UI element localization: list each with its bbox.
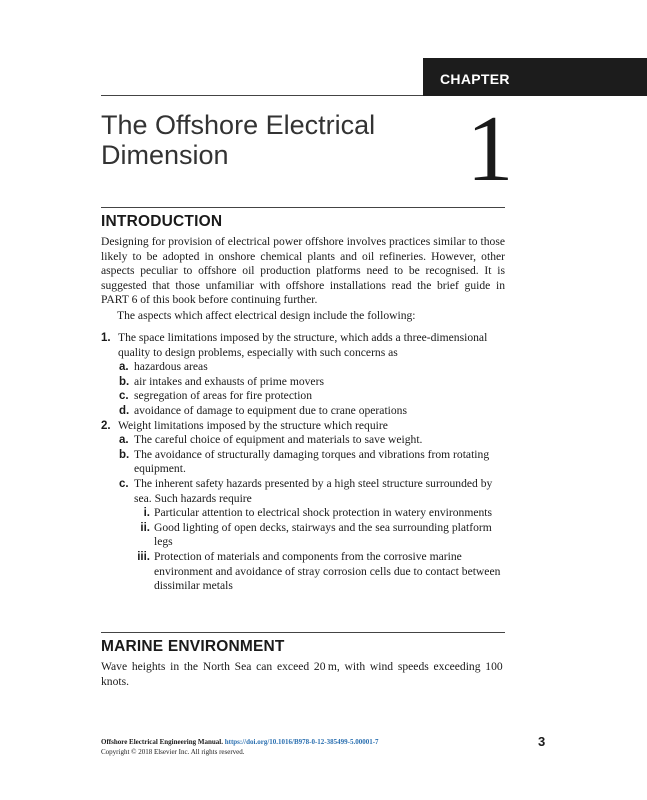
list-marker: 2. [101,419,111,432]
list-item-text: Weight limitations imposed by the structure which require [118,418,388,432]
chapter-label: CHAPTER [440,71,510,87]
list-item-text: Protection of materials and components from the corrosive marine environment and avoidance of stray corrosion cells due to contact between dissimilar metals [154,549,501,593]
chapter-number: 1 [466,97,514,201]
footer-source: Offshore Electrical Engineering Manual. [101,738,223,746]
list-marker: c. [119,390,129,403]
list-item-text: The careful choice of equipment and materials to save weight. [134,433,423,447]
list-item-text: segregation of areas for fire protection [134,389,313,403]
list-marker: d. [119,404,130,417]
chapter-title-line1: The Offshore Electrical [101,110,376,140]
section-heading-introduction: INTRODUCTION [101,213,223,230]
list-item-text: Particular attention to electrical shock protection in watery environments [154,506,493,520]
aspects-list [101,331,505,594]
list-item [101,331,505,360]
list-marker: c. [119,477,129,490]
list-marker: ii. [140,521,150,534]
list-item [101,521,505,550]
list-item-text: Good lighting of open decks, stairways and the sea surrounding platform legs [154,520,492,549]
list-item-text: The space limitations imposed by the structure, which adds a three-dimensional quality to design problems, especially with such concerns as [118,331,488,359]
list-marker: a. [119,361,129,374]
marine-paragraph: Wave heights in the North Sea can exceed 20 m, with wind speeds exceeding 100 knots. [101,660,505,688]
section-divider-introduction [101,207,505,208]
list-item-text: hazardous areas [134,360,208,374]
section-divider-marine [101,632,505,633]
chapter-title [101,110,431,170]
page-number: 3 [538,734,546,749]
list-item [101,448,505,477]
list-item [101,419,505,434]
intro-paragraph: Designing for provision of electrical power offshore involves practices similar to those likely to be adopted in onshore chemical plants and oil refineries. However, other aspects peculiar to offshore oil production platforms need to be recognised. It is suggested that those unfamiliar with offshore installations read the brief guide in PART 6 of this book before continuing further. [101,235,505,307]
footer-doi-link[interactable]: https://doi.org/10.1016/B978-0-12-385499-5.00001-7 [224,738,379,746]
list-marker: i. [143,507,150,520]
list-item [101,550,505,594]
header-divider [101,95,423,96]
footer-reference [101,738,379,746]
list-item [101,360,505,375]
list-item [101,375,505,390]
list-marker: iii. [137,550,150,563]
list-item [101,404,505,419]
list-item [101,506,505,521]
list-item-text: The avoidance of structurally damaging torques and vibrations from rotating equipment. [134,447,490,476]
intro-paragraph-aspects: The aspects which affect electrical design include the following: [117,309,416,322]
footer-copyright: Copyright © 2018 Elsevier Inc. All rights reserved. [101,748,245,756]
list-item-text: avoidance of damage to equipment due to crane operations [134,403,407,417]
list-marker: b. [119,375,130,388]
list-item-text: air intakes and exhausts of prime movers [134,374,324,388]
chapter-title-line2: Dimension [101,140,229,170]
list-item-text: The inherent safety hazards presented by a high steel structure surrounded by sea. Such hazards require [134,476,493,505]
list-marker: a. [119,434,129,447]
list-item [101,477,505,506]
list-item [101,433,505,448]
section-heading-marine-environment: MARINE ENVIRONMENT [101,638,285,655]
list-item [101,389,505,404]
list-marker: 1. [101,332,111,344]
list-marker: b. [119,448,130,461]
